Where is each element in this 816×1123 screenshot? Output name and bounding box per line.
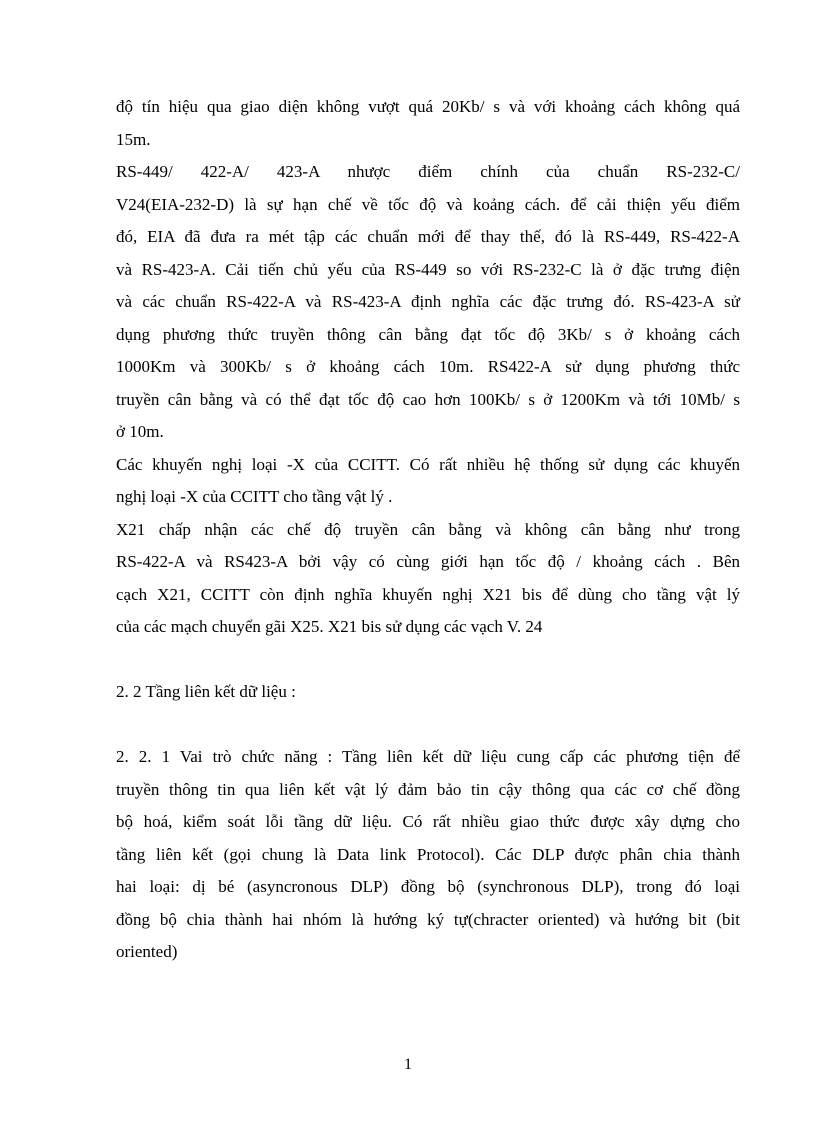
blank-line xyxy=(116,709,740,742)
text-line: 2. 2 Tầng liên kết dữ liệu : xyxy=(116,682,296,701)
text-line: của các mạch chuyển gãi X25. X21 bis sử dụng các vạch V. 24 xyxy=(116,617,543,636)
text-line: hai loại: dị bé (asyncronous DLP) đồng bộ (synchronous DLP), trong đó loại xyxy=(116,877,740,896)
page-number: 1 xyxy=(404,1056,412,1073)
text-line: 15m. xyxy=(116,129,151,149)
text-line: đồng bộ chia thành hai nhóm là hướng ký tự(chracter oriented) và hướng bit (bit xyxy=(116,909,740,929)
blank-line xyxy=(116,644,740,677)
text-line: truyền thông tin qua liên kết vật lý đảm bảo tin cậy thông qua các cơ chế đồng xyxy=(116,779,740,799)
document-body xyxy=(116,91,740,969)
text-line: ở 10m. xyxy=(116,422,164,441)
text-line: X21 chấp nhận các chế độ truyền cân bằng và không cân bằng như trong xyxy=(116,519,740,539)
text-line: dụng phương thức truyền thông cân bằng đạt tốc độ 3Kb/ s ở khoảng cách xyxy=(116,324,740,344)
text-line: truyền cân bằng và có thể đạt tốc độ cao hơn 100Kb/ s ở 1200Km và tới 10Mb/ s xyxy=(116,389,740,409)
text-line: RS-422-A và RS423-A bởi vậy có cùng giới hạn tốc độ / khoảng cách . Bên xyxy=(116,552,740,571)
text-line: và các chuẩn RS-422-A và RS-423-A định nghĩa các đặc trưng đó. RS-423-A sử xyxy=(116,292,740,311)
text-line: đó, EIA đã đưa ra mét tập các chuẩn mới để thay thế, đó là RS-449, RS-422-A xyxy=(116,227,740,246)
text-line: tầng liên kết (gọi chung là Data link Protocol). Các DLP được phân chia thành xyxy=(116,844,740,864)
text-line: RS-449/ 422-A/ 423-A nhược điểm chính của chuẩn RS-232-C/ xyxy=(116,162,740,181)
text-line: Các khuyến nghị loại -X của CCITT. Có rất nhiều hệ thống sử dụng các khuyến xyxy=(116,454,740,474)
text-line: độ tín hiệu qua giao diện không vượt quá 20Kb/ s và với khoảng cách không quá xyxy=(116,97,740,116)
text-line: nghị loại -X của CCITT cho tầng vật lý . xyxy=(116,487,393,506)
text-line: V24(EIA-232-D) là sự hạn chế về tốc độ và koảng cách. để cải thiện yếu điểm xyxy=(116,194,740,214)
text-line: 2. 2. 1 Vai trò chức năng : Tầng liên kết dữ liệu cung cấp các phương tiện để xyxy=(116,747,740,766)
text-line: 1000Km và 300Kb/ s ở khoảng cách 10m. RS422-A sử dụng phương thức xyxy=(116,357,740,376)
text-line: và RS-423-A. Cải tiến chủ yếu của RS-449 so với RS-232-C là ở đặc trưng điện xyxy=(116,259,740,279)
text-line: bộ hoá, kiểm soát lỗi tầng dữ liệu. Có rất nhiều giao thức được xây dựng cho xyxy=(116,812,740,831)
text-line: oriented) xyxy=(116,942,178,961)
text-line: cạch X21, CCITT còn định nghĩa khuyến nghị X21 bis để dùng cho tầng vật lý xyxy=(116,584,740,604)
